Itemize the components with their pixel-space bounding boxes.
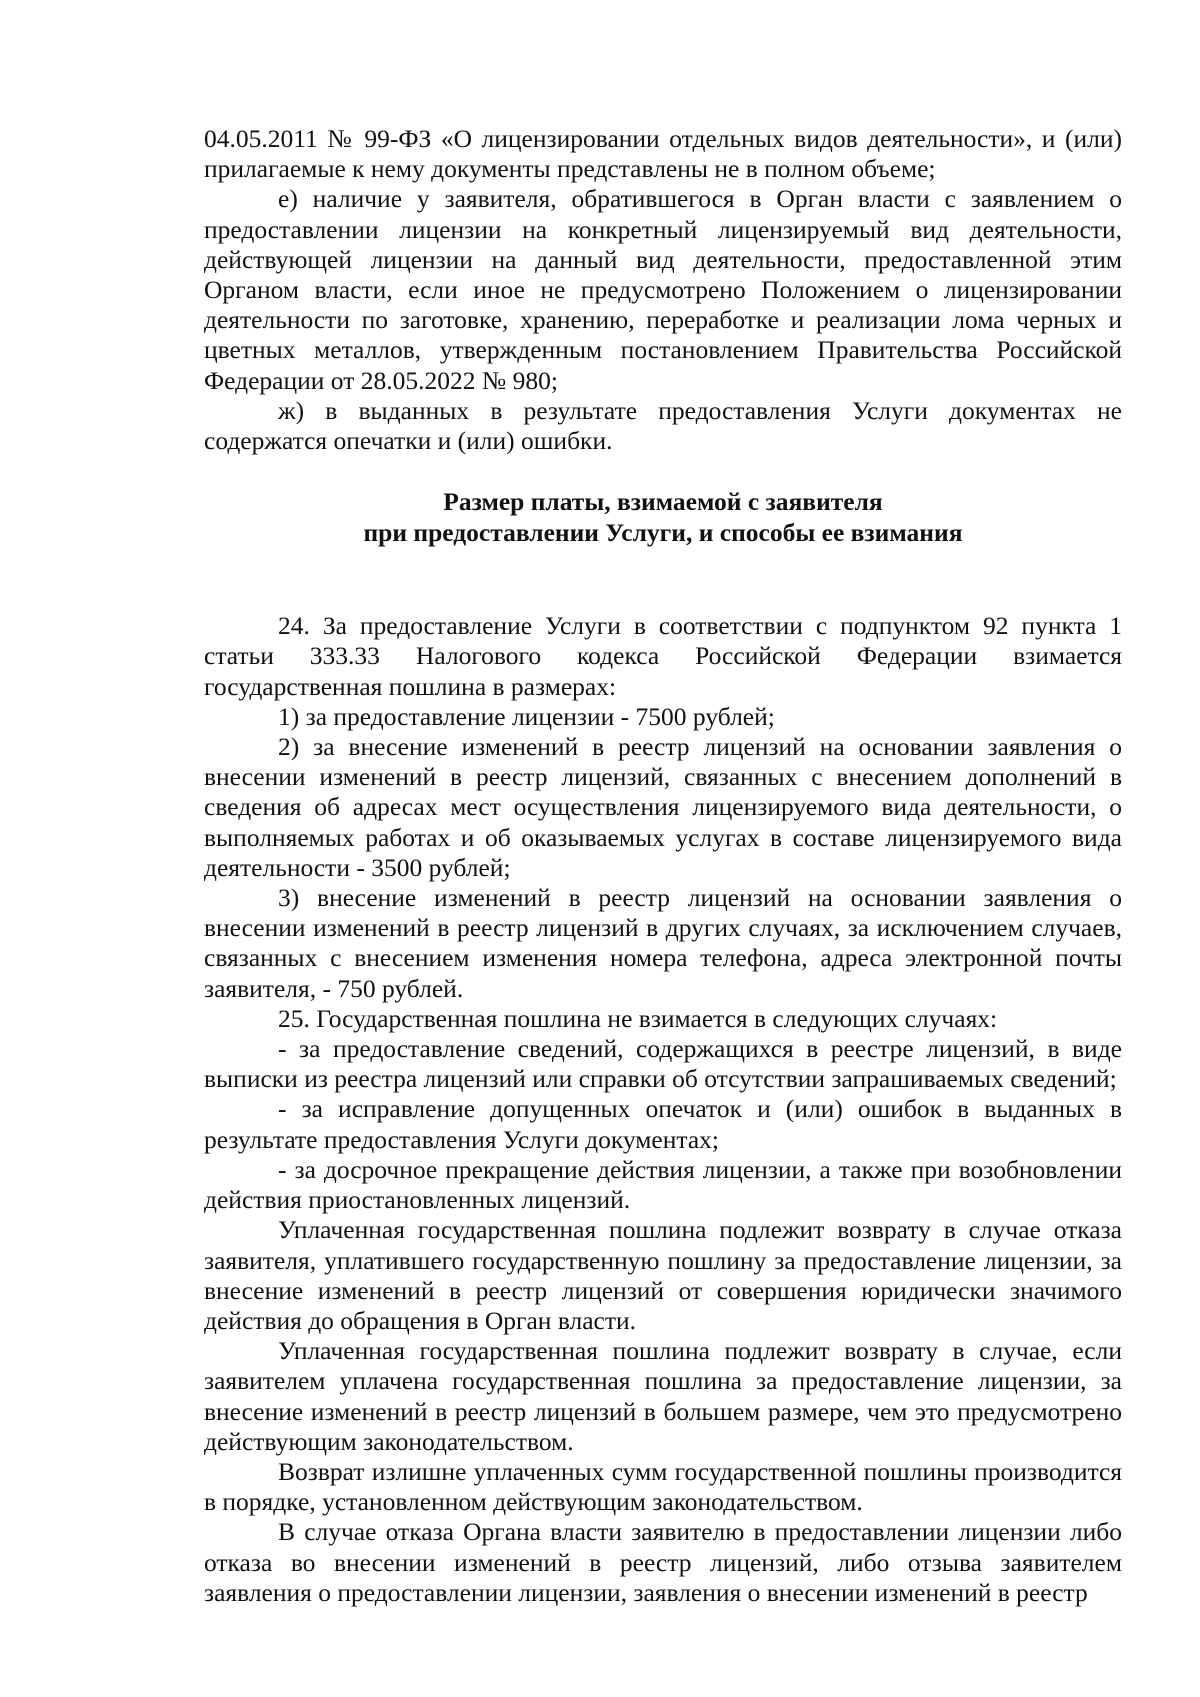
paragraph-refund-2: Уплаченная государственная пошлина подлежит возврату в случае, если заявителем уплачена государственная пошлина за предоставление лицензии, за внесение изменений в реестр лицензий в большем размере, чем это предусмотрено действующим законодательством.: [204, 1336, 1122, 1456]
paragraph-exemption-2: - за исправление допущенных опечаток и (или) ошибок в выданных в результате предоставления Услуги документах;: [204, 1094, 1122, 1154]
paragraph-exemption-1: - за предоставление сведений, содержащихся в реестре лицензий, в виде выписки из реестра лицензий или справки об отсутствии запрашиваемых сведений;: [204, 1034, 1122, 1094]
paragraph-clause-25: 25. Государственная пошлина не взимается в следующих случаях:: [278, 1003, 998, 1033]
paragraph-refund-1: Уплаченная государственная пошлина подлежит возврату в случае отказа заявителя, уплатившего государственную пошлину за предоставление лицензии, за внесение изменений в реестр лицензий от совершения юридически значимого действия до обращения в Орган власти.: [204, 1215, 1122, 1335]
paragraph-fee-3: 3) внесение изменений в реестр лицензий на основании заявления о внесении изменений в реестр лицензий в других случаях, за исключением случаев, связанных с внесением изменения номера телефона, адреса электронной почты заявителя, - 750 рублей.: [204, 883, 1122, 1003]
paragraph-refund-3: Возврат излишне уплаченных сумм государственной пошлины производится в порядке, установленном действующим законодательством.: [204, 1456, 1122, 1517]
paragraph-refusal: В случае отказа Органа власти заявителю в предоставлении лицензии либо отказа во внесении изменений в реестр лицензий, либо отзыва заявителем заявления о предоставлении лицензии, заявления о внесении изменений в реестр: [204, 1517, 1122, 1607]
document-page: [204, 124, 1122, 1608]
paragraph-item-zh: ж) в выданных в результате предоставления Услуги документах не содержатся опечатки и (или) ошибки.: [204, 395, 1122, 456]
paragraph-exemption-3: - за досрочное прекращение действия лицензии, а также при возобновлении действия приостановленных лицензий.: [204, 1154, 1122, 1215]
paragraph-item-e: е) наличие у заявителя, обратившегося в Орган власти с заявлением о предоставлении лицензии на конкретный лицензируемый вид деятельности, действующей лицензии на данный вид деятельности, предоставленной этим Органом власти, если иное не предусмотрено Положением о лицензировании деятельности по заготовке, хранению, переработке и реализации лома черных и цветных металлов, утвержденным постановлением Правительства Российской Федерации от 28.05.2022 № 980;: [204, 184, 1122, 395]
paragraph-clause-24: 24. За предоставление Услуги в соответствии с подпунктом 92 пункта 1 статьи 333.33 Налогового кодекса Российской Федерации взимается государственная пошлина в размерах:: [204, 611, 1122, 701]
paragraph-continuation: 04.05.2011 № 99-ФЗ «О лицензировании отдельных видов деятельности», и (или) прилагаемые к нему документы представлены не в полном объеме;: [204, 124, 1122, 184]
section-heading-line-2: при предоставлении Услуги, и способы ее взимания: [363, 518, 963, 548]
section-heading: [204, 486, 1122, 548]
section-heading-line-1: Размер платы, взимаемой с заявителя: [443, 487, 883, 517]
paragraph-fee-1: 1) за предоставление лицензии - 7500 рублей;: [278, 701, 775, 731]
paragraph-fee-2: 2) за внесение изменений в реестр лицензий на основании заявления о внесении изменений в реестр лицензий, связанных с внесением дополнений в сведения об адресах мест осуществления лицензируемого вида деятельности, о выполняемых работах и об оказываемых услугах в составе лицензируемого вида деятельности - 3500 рублей;: [204, 732, 1122, 882]
